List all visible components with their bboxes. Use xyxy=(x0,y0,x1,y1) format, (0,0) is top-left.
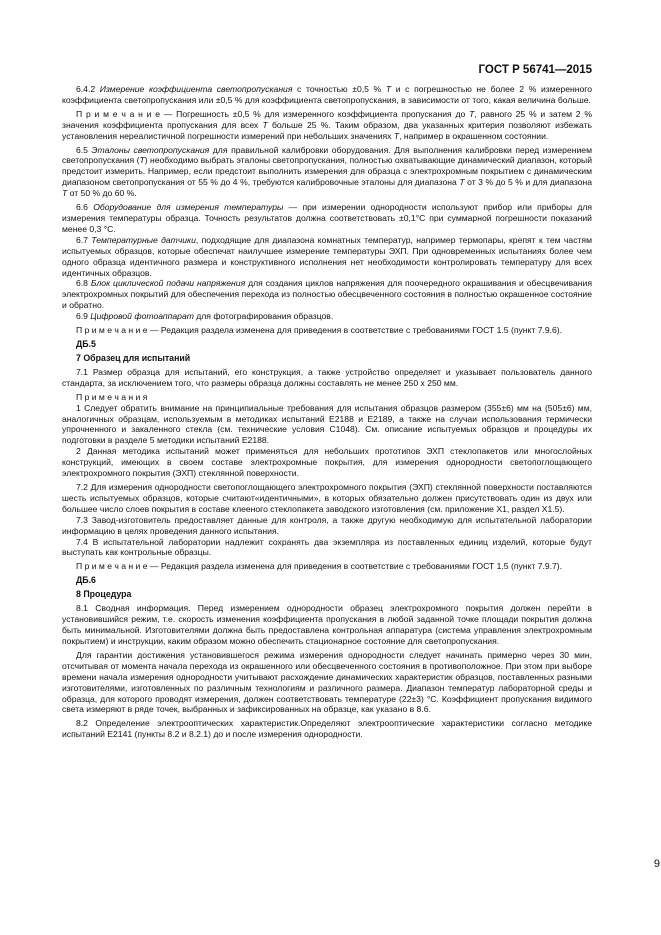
text: с точностью ±0,5 % xyxy=(292,84,386,94)
variable-t: T xyxy=(385,84,392,94)
clause-term: Цифровой фотоаппарат xyxy=(90,311,194,322)
paragraph-6-4-2 xyxy=(62,84,592,106)
text: для создания циклов напряжения для поочередного окрашивания и обесцвечивания электрохромных покрытий для обеспечения перехода из полностью обесцвеченного состояния в полностью окрашенное состояние и обратно. xyxy=(62,278,593,311)
clause-number: 6.8 xyxy=(76,278,91,289)
document-body xyxy=(62,84,592,743)
text: — Редакция раздела изменена для приведения в соответствие с требованиями ГОСТ 1.5 (пункт 7.9.7). xyxy=(147,561,563,572)
text: и с погрешностью не более 2 % измеренного коэффициента светопропускания или ±0,5 % для коэффициента светопропускания, в зависимости от того, какая величина больше. xyxy=(62,84,592,105)
text: для фотографирования образцов. xyxy=(193,311,334,322)
note-label: П р и м е ч а н и е xyxy=(76,561,148,572)
section-db5: ДБ.5 xyxy=(76,338,96,349)
clause-term: Оборудование для измерения температуры xyxy=(93,202,284,213)
clause-term: Измерение коэффициента светопропускания xyxy=(99,84,293,94)
note-label: П р и м е ч а н и е xyxy=(76,325,148,336)
section-7-heading: 7 Образец для испытаний xyxy=(76,352,191,363)
clause-number: 6.5 xyxy=(76,144,92,155)
text: ) необходимо выбрать эталоны светопропускания, полностью охватывающие динамический диапазон, который предстоит измерить. Например, если предстоит выполнить измерения для образца с электрохромным покрытием с динамическим диапазоном светопропускания от 55 % до 4 %, требуются калибровочные эталоны для диапазона xyxy=(62,155,593,188)
notes-label: П р и м е ч а н и я xyxy=(76,391,148,402)
note-item-2: 2 Данная методика испытаний может применяться для небольших прототипов ЭХП стеклопакетов или многослойных конструкций, имеющих в своем составе электрохромные покрытия, для измерения однородности светопоглощающего электрохромного покрытия (ЭХП) стеклянной поверхности. xyxy=(62,446,592,479)
section-8-heading: 8 Процедура xyxy=(76,589,132,600)
clause-number: 6.7 xyxy=(76,234,92,245)
paragraph-6-5 xyxy=(62,145,592,200)
note-item-1: 1 Следует обратить внимание на принципиальные требования для испытания образцов размером (355±6) мм на (505±6) мм, аналогичных образцам, используемым в методиках испытаний E2188 и E2189, а также на случаи использования термически упрочненного и закаленного стекла (см. технические условия C1048). См. описание испытуемых образцов и процедуры их подготовки в разделе 5 методики испытаний E2188. xyxy=(62,402,592,446)
paragraph-8-1-continued: Для гарантии достижения установившегося режима измерения однородности следует начинать примерно через 30 мин, отсчитывая от момента начала перехода из окрашенного или обесцвеченного состояния в противоположное. При этом при выборе времени начала измерения однородности учитывают расхождение динамических характеристик образцов, поставленных разными изготовителями, изготовленных по различным технологиям и различного размера. Диапазон температур лабораторной среды и образца, для которого проводят измерения, должен соответствовать температуре (22±3) °С. Коэффициент пропускания видимого света измеряют в ряде точек, выбранных и зафиксированных на образце, как указано в 8.6. xyxy=(62,649,592,715)
clause-term: Блок циклической подачи напряжения xyxy=(90,278,246,289)
variable-t: T xyxy=(459,177,465,188)
page-number: 9 xyxy=(653,858,660,870)
paragraph-8-2: 8.2 Определение электрооптических характеристик.Определяют электрооптические характеристики согласно методике испытаний E2141 (пункты 8.2 и 8.2.1) до и после измерения однородности. xyxy=(62,718,592,740)
paragraph-7-1: 7.1 Размер образца для испытаний, его конструкция, а также устройство определяет и указывает пользователь данного стандарта, за исключением того, что размеры образца должны составлять не менее 250 х 250 мм. xyxy=(62,366,592,388)
clause-number: 6.9 xyxy=(76,311,91,322)
standard-header: ГОСТ Р 56741—2015 xyxy=(478,64,592,76)
variable-t: T xyxy=(139,155,145,166)
text: , например в окрашенном состоянии. xyxy=(399,130,549,141)
paragraph-6-6 xyxy=(62,202,592,235)
paragraph-6-9 xyxy=(62,311,592,322)
variable-t: T xyxy=(469,108,475,119)
text: от 50 % до 60 %. xyxy=(67,188,137,199)
note-1 xyxy=(62,109,592,142)
clause-number: 6.6 xyxy=(76,202,94,213)
variable-t: T xyxy=(393,130,400,141)
variable-t: T xyxy=(262,119,268,130)
paragraph-6-8 xyxy=(62,278,592,311)
variable-t: T xyxy=(62,188,68,199)
text: больше 25 %. Таким образом, два указанных критерия позволяют избежать установления нереалистичной погрешности измерений при небольших значениях xyxy=(62,119,592,141)
clause-term: Эталоны светопропускания xyxy=(91,144,210,155)
note-label: П р и м е ч а н и е xyxy=(76,108,161,119)
paragraph-8-1: 8.1 Сводная информация. Перед измерением однородности образец электрохромного покрытия должен перейти в установившийся режим, т.е. скорость изменения коэффициента пропускания в любой заданной точке площади покрытия должна быть минимальной. Изготовителями должна быть предоставлена контрольная аппаратура (система управления электрохромным покрытием) и инструкции, каким образом можно обеспечить стационарное состояние для светопропускания. xyxy=(62,603,592,646)
note-2 xyxy=(62,325,592,336)
clause-term: Температурные датчики xyxy=(91,234,196,245)
paragraph-7-2: 7.2 Для измерения однородности светопоглощающего электрохромного покрытия (ЭХП) стеклянной поверхности поставляются шесть испытуемых образцов, которые считают«идентичными», в которых обязательно должен присутствовать один из двух или большее число слоев покрытия в составе клееного стеклопакета заводского изготовления (см. приложение X1, раздел X1.5). xyxy=(62,482,592,514)
note-3 xyxy=(62,561,592,572)
text: от 3 % до 5 % и для диапазона xyxy=(464,177,592,188)
paragraph-7-4: 7.4 В испытательной лаборатории надлежит сохранять два экземпляра из поставленных единиц изделий, которые будут выступать как контрольные образцы. xyxy=(62,536,592,558)
text: для правильной калибровки оборудования. Для выполнения калибровки перед измерением светопропускания ( xyxy=(62,144,592,166)
section-db6: ДБ.6 xyxy=(76,575,96,586)
paragraph-7-3: 7.3 Завод-изготовитель предоставляет данные для контроля, а также другую необходимую для испытательной лаборатории информацию в целях проведения данного испытания. xyxy=(62,514,592,536)
text: , равного 25 % и затем 2 % значения коэффициента пропускания для всех xyxy=(62,108,592,130)
text: — при измерении однородности используют прибор или приборы для измерения температуры образца. Точность результатов должна соответствовать ±0,1°С при суммарной погрешности показаний менее 0,3 °С. xyxy=(62,202,593,234)
text: — Погрешность ±0,5 % для измеренного коэффициента пропускания до xyxy=(160,108,470,119)
text: — Редакция раздела изменена для приведения в соответствие с требованиями ГОСТ 1.5 (пункт 7.9.6). xyxy=(147,325,563,336)
clause-number: 6.4.2 xyxy=(76,84,100,94)
text: , подходящие для диапазона комнатных температур, например термопары, крепят к тем частям испытуемых образцов, которые обеспечат наилучшее измерение температуры ЭХП. При одновременных испытаниях более чем одного образца идентичного размера и конструктивного исполнения нет необходимости контролировать температуру для всех идентичных образцов. xyxy=(62,234,592,278)
paragraph-6-7 xyxy=(62,235,592,279)
